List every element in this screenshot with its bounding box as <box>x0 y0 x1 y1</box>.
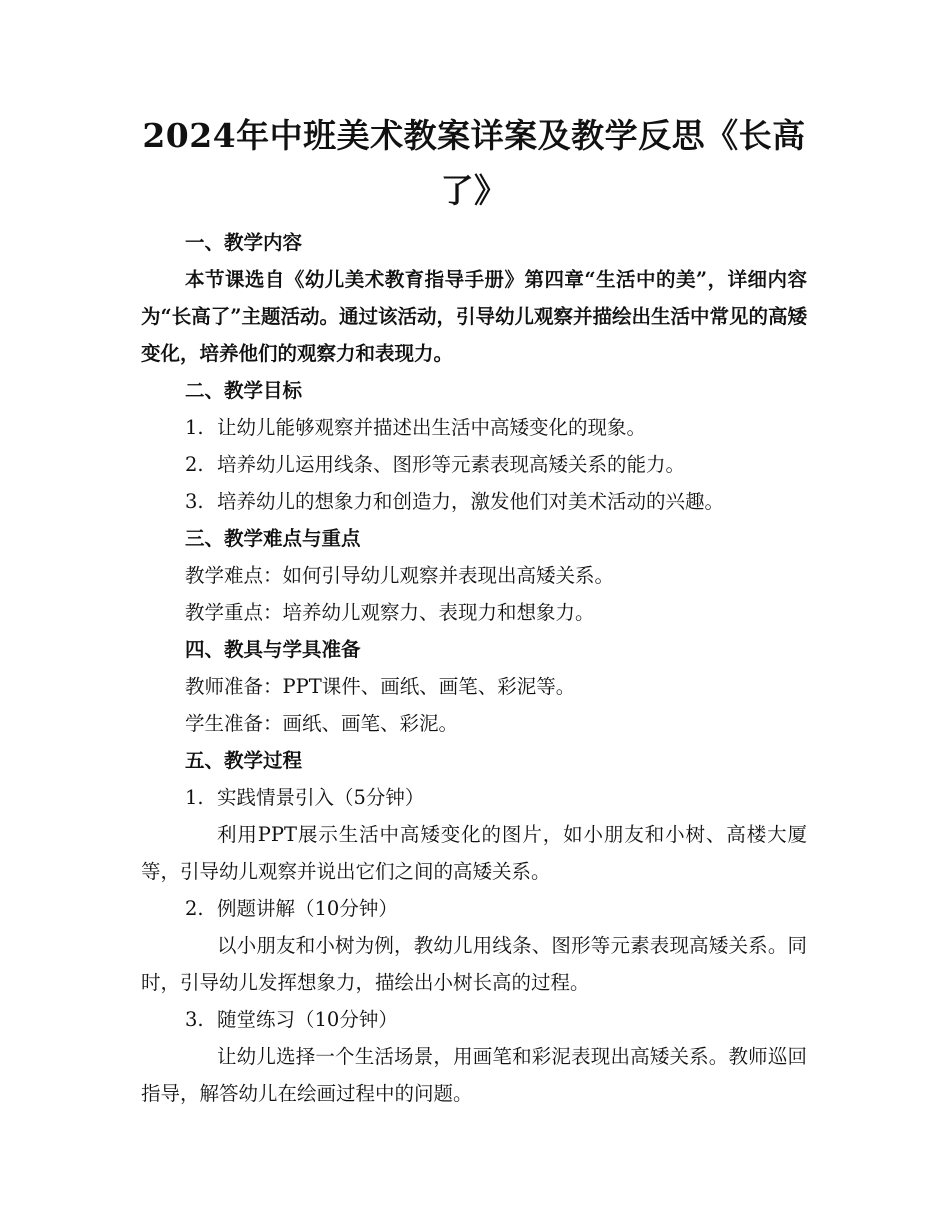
goal-item-2 <box>141 446 807 483</box>
goal-item-number: 3. <box>185 490 204 513</box>
process-step-3-label <box>141 1001 807 1038</box>
document-page <box>141 108 807 1112</box>
goal-item-text: 培养幼儿的想象力和创造力，激发他们对美术活动的兴趣。 <box>217 490 725 513</box>
student-materials-text: 学生准备：画纸、画笔、彩泥。 <box>185 712 459 735</box>
process-step-title: 随堂练习（10分钟） <box>217 1008 398 1031</box>
process-step-1-paragraph: 利用PPT展示生活中高矮变化的图片，如小朋友和小树、高楼大厦等，引导幼儿观察并说出它们之间的高矮关系。 <box>141 823 807 883</box>
goal-item-number: 2. <box>185 453 204 476</box>
difficulty-text: 教学难点：如何引导幼儿观察并表现出高矮关系。 <box>185 564 615 587</box>
title-line-1: 2024年中班美术教案详案及教学反思《长高 <box>142 116 806 155</box>
process-step-number: 2. <box>185 897 204 920</box>
process-step-2-label <box>141 890 807 927</box>
section-heading-difficulty: 三、教学难点与重点 <box>185 527 361 550</box>
section-heading-content: 一、教学内容 <box>185 231 303 254</box>
teacher-materials-text: 教师准备：PPT课件、画纸、画笔、彩泥等。 <box>185 675 576 698</box>
title-line-2: 了》 <box>440 171 508 210</box>
document-title <box>141 108 807 218</box>
process-step-title: 例题讲解（10分钟） <box>217 897 398 920</box>
process-step-number: 3. <box>185 1008 204 1031</box>
process-step-2-paragraph: 以小朋友和小树为例，教幼儿用线条、图形等元素表现高矮关系。同时，引导幼儿发挥想象力，描绘出小树长高的过程。 <box>141 934 807 994</box>
goal-item-number: 1. <box>185 416 204 439</box>
process-step-number: 1. <box>185 786 204 809</box>
process-step-1-label <box>141 779 807 816</box>
goal-item-text: 让幼儿能够观察并描述出生活中高矮变化的现象。 <box>217 416 647 439</box>
focus-text: 教学重点：培养幼儿观察力、表现力和想象力。 <box>185 601 595 624</box>
section-heading-process: 五、教学过程 <box>185 749 303 772</box>
goal-item-1 <box>141 409 807 446</box>
section-content-paragraph: 本节课选自《幼儿美术教育指导手册》第四章“生活中的美”，详细内容为“长高了”主题活动。通过该活动，引导幼儿观察并描绘出生活中常见的高矮变化，培养他们的观察力和表现力。 <box>141 268 807 365</box>
process-step-title: 实践情景引入（5分钟） <box>217 786 425 809</box>
process-step-3-paragraph: 让幼儿选择一个生活场景，用画笔和彩泥表现出高矮关系。教师巡回指导，解答幼儿在绘画过程中的问题。 <box>141 1045 807 1105</box>
section-heading-goals: 二、教学目标 <box>185 379 303 402</box>
section-heading-materials: 四、教具与学具准备 <box>185 638 361 661</box>
goal-item-text: 培养幼儿运用线条、图形等元素表现高矮关系的能力。 <box>217 453 686 476</box>
goal-item-3 <box>141 483 807 520</box>
